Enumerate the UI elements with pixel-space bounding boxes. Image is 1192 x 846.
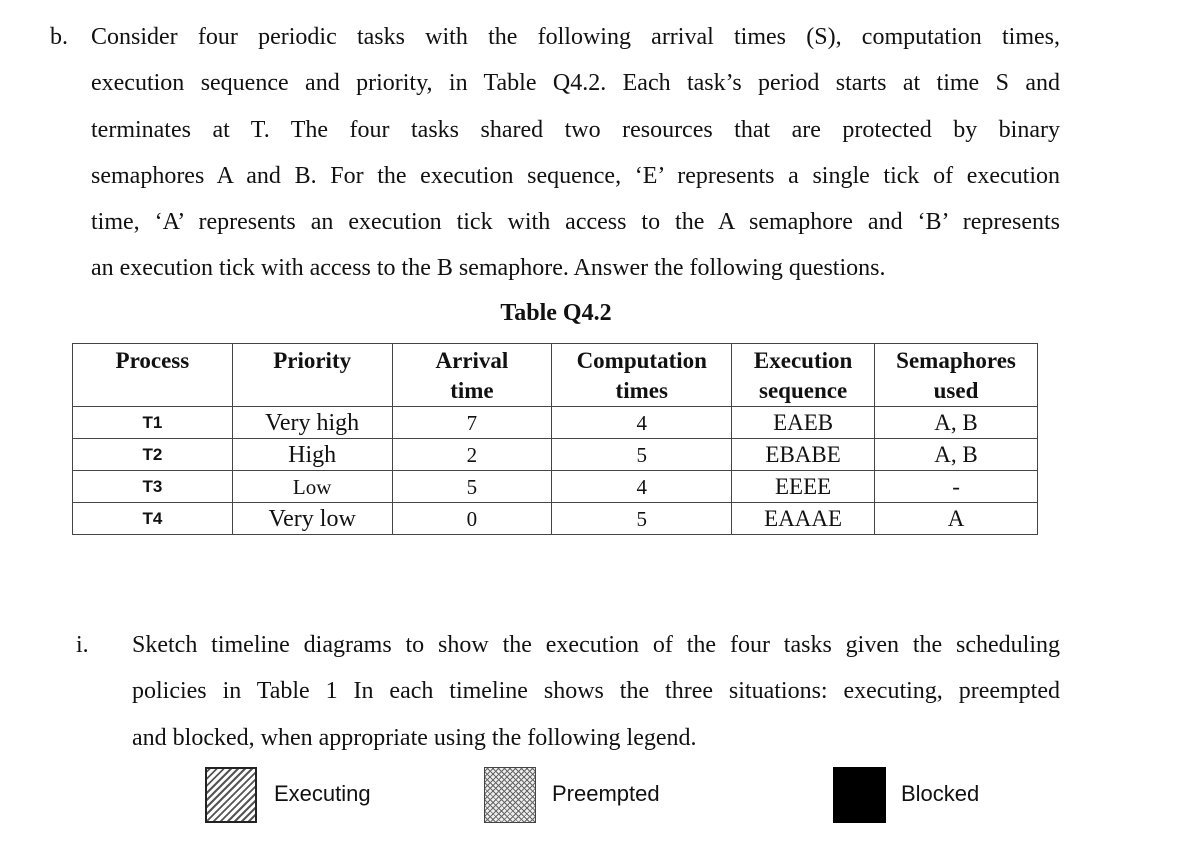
question-i-line: and blocked, when appropriate using the following legend. — [132, 724, 697, 751]
header-process: Process — [73, 344, 233, 407]
cell-arrival: 0 — [392, 503, 552, 535]
cell-process: T3 — [73, 471, 233, 503]
cell-process: T1 — [73, 407, 233, 439]
cell-sequence: EBABE — [732, 439, 875, 471]
question-b-line: time, ‘A’ represents an execution tick with access to the A semaphore and ‘B’ represents — [91, 209, 1060, 236]
table-header-row — [73, 344, 1038, 407]
cell-sequence: EEEE — [732, 471, 875, 503]
cell-sequence: EAEB — [732, 407, 875, 439]
question-b-line: terminates at T. The four tasks shared two resources that are protected by binary — [91, 116, 1060, 143]
question-i-line: policies in Table 1 In each timeline shows the three situations: executing, preempted — [132, 678, 1060, 705]
cell-semaphores: A, B — [875, 407, 1038, 439]
cell-semaphores: A, B — [875, 439, 1038, 471]
header-semaphores: Semaphores used — [875, 344, 1038, 407]
table-title: Table Q4.2 — [500, 300, 612, 326]
question-i-line: Sketch timeline diagrams to show the execution of the four tasks given the scheduling — [132, 632, 1060, 658]
cell-sequence: EAAAE — [732, 503, 875, 535]
preempted-swatch-icon — [484, 767, 536, 823]
cell-process: T2 — [73, 439, 233, 471]
table-row — [73, 471, 1038, 503]
cell-computation: 4 — [552, 471, 732, 503]
preempted-label: Preempted — [552, 781, 660, 806]
question-b-line: execution sequence and priority, in Table Q4.2. Each task’s period starts at time S and — [91, 70, 1060, 97]
cell-arrival: 5 — [392, 471, 552, 503]
blocked-label: Blocked — [901, 781, 980, 806]
cell-semaphores: A — [875, 503, 1038, 535]
cell-computation: 4 — [552, 407, 732, 439]
executing-swatch-icon — [205, 767, 257, 823]
cell-computation: 5 — [552, 439, 732, 471]
header-execution: Execution sequence — [732, 344, 875, 407]
header-priority: Priority — [232, 344, 392, 407]
question-i-label: i. — [76, 632, 89, 658]
cell-computation: 5 — [552, 503, 732, 535]
header-arrival: Arrival time — [392, 344, 552, 407]
table-row — [73, 407, 1038, 439]
question-b-line: Consider four periodic tasks with the following arrival times (S), computation times, — [91, 24, 1060, 50]
header-computation: Computation times — [552, 344, 732, 407]
blocked-swatch-icon — [833, 767, 886, 823]
task-table — [72, 343, 1038, 535]
table-row — [73, 439, 1038, 471]
question-b-label: b. — [50, 24, 68, 50]
cell-process: T4 — [73, 503, 233, 535]
executing-label: Executing — [274, 781, 371, 806]
cell-priority: Very high — [232, 407, 392, 439]
question-b-line: semaphores A and B. For the execution sequence, ‘E’ represents a single tick of execution — [91, 162, 1060, 189]
table-row — [73, 503, 1038, 535]
cell-priority: Very low — [232, 503, 392, 535]
cell-priority: Low — [232, 471, 392, 503]
legend — [0, 767, 1192, 823]
question-b-text — [91, 14, 1060, 292]
cell-arrival: 2 — [392, 439, 552, 471]
question-b-line: an execution tick with access to the B semaphore. Answer the following questions. — [91, 255, 886, 282]
cell-semaphores: - — [875, 471, 1038, 503]
question-i-text — [132, 622, 1060, 761]
cell-arrival: 7 — [392, 407, 552, 439]
cell-priority: High — [232, 439, 392, 471]
